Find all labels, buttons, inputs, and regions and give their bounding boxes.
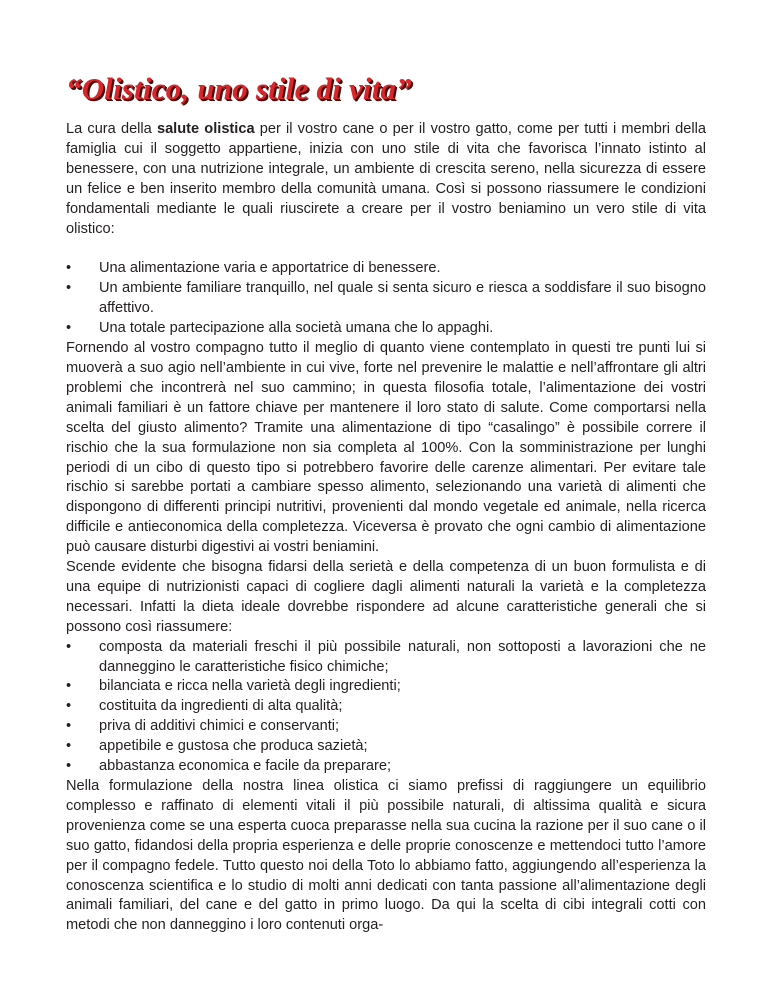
- list-item: [66, 697, 706, 717]
- diet-characteristics-list: [66, 638, 706, 777]
- list-item-text: Un ambiente familiare tranquillo, nel quale si senta sicuro e riesca a soddisfare il suo bisogno affettivo.: [99, 280, 706, 317]
- body-paragraph: Scende evidente che bisogna fidarsi della serietà e della competenza di un buon formulista e di una equipe di nutrizionisti capaci di cogliere dagli alimenti naturali la varietà e la completezza necessari. Infatti la dieta ideale dovrebbe rispondere ad alcune caratteristiche generali che si possono così riassumere:: [66, 559, 706, 635]
- list-item-text: abbastanza economica e facile da preparare;: [99, 758, 392, 775]
- list-item: [66, 717, 706, 737]
- intro-text-start: La cura della: [66, 121, 157, 137]
- bullet-icon: •: [66, 320, 72, 337]
- list-item: [66, 677, 706, 697]
- list-item: [66, 259, 706, 279]
- bullet-icon: •: [66, 280, 72, 297]
- bullet-icon: •: [66, 260, 72, 277]
- list-item-text: priva di additivi chimici e conservanti;: [99, 718, 340, 735]
- bullet-icon: •: [66, 758, 72, 775]
- list-item: [66, 319, 706, 339]
- bullet-icon: •: [66, 698, 72, 715]
- bullet-icon: •: [66, 678, 72, 695]
- intro-paragraph: [66, 120, 706, 239]
- body-paragraph: Nella formulazione della nostra linea olistica ci siamo prefissi di raggiungere un equilibrio complesso e raffinato di elementi vitali il più possibile naturali, di altissima qualità e sicura provenienza come se una esperta cuoca preparasse nella sua cucina la razione per il suo cane o il suo gatto, fidandosi della propria esperienza e delle proprie conoscenze e mettendoci tutto l’amore per il compagno fedele. Tutto questo noi della Toto lo abbiamo fatto, aggiungendo all’esperienza la conoscenza scientifica e lo studio di molti anni dedicati con tanta passione all’alimentazione degli animali familiari, del cane e del gatto in primo luogo. Da qui la scelta di cibi integrali cotti con metodi che non danneggino i loro contenuti orga-: [66, 778, 706, 934]
- list-item-text: Una totale partecipazione alla società umana che lo appaghi.: [99, 320, 494, 337]
- list-item-text: Una alimentazione varia e apportatrice di benessere.: [99, 260, 441, 277]
- list-item-text: costituita da ingredienti di alta qualità;: [99, 698, 343, 715]
- list-item: [66, 757, 706, 777]
- bullet-icon: •: [66, 738, 72, 755]
- page-title: “Olistico, uno stile di vita”: [66, 71, 412, 106]
- list-item: [66, 279, 706, 319]
- lifestyle-list: [66, 259, 706, 339]
- list-item: [66, 737, 706, 757]
- bullet-icon: •: [66, 638, 72, 655]
- list-item-text: bilanciata e ricca nella varietà degli ingredienti;: [99, 678, 401, 695]
- body-paragraph: Fornendo al vostro compagno tutto il meglio di quanto viene contemplato in questi tre punti lui si muoverà a suo agio nell’ambiente in cui vive, forte nel prevenire le malattie e nell’affrontare gli altri problemi che incontrerà nel suo cammino; in questa filosofia totale, l’alimentazione dei vostri animali familiari è un fattore chiave per mantenere il loro stato di salute. Come comportarsi nella scelta del giusto alimento? Tramite una alimentazione di tipo “casalingo” è possibile correre il rischio che la sua formulazione non sia completa al 100%. Con la somministrazione per lunghi periodi di un cibo di questo tipo si potrebbero favorire delle carenze alimentari. Per evitare tale rischio si sarebbe portati a cambiare spesso alimento, selezionando una varietà di alimenti che dispongono di differenti principi nutritivi, provenienti dal mondo vegetale ed animale, nella ricerca difficile e antieconomica della completezza. Viceversa è provato che ogni cambio di alimentazione può causare disturbi digestivi ai vostri beniamini.: [66, 340, 706, 556]
- bullet-icon: •: [66, 718, 72, 735]
- list-item-text: composta da materiali freschi il più possibile naturali, non sottoposti a lavorazioni che ne danneggino le caratteristiche fisico chimiche;: [99, 638, 706, 675]
- intro-text-rest: per il vostro cane o per il vostro gatto, come per tutti i membri della famiglia cui il soggetto appartiene, inizia con uno stile di vita che favorisca l’innato istinto al benessere, con una nutrizione integrale, un ambiente di crescita sereno, nella sicurezza di essere un felice e ben inserito membro della comunità umana. Così si possono riassumere le condizioni fondamentali mediante le quali riuscirete a creare per il vostro beniamino un vero stile di vita olistico:: [66, 121, 706, 237]
- intro-bold-term: salute olistica: [156, 121, 255, 137]
- list-item-text: appetibile e gustosa che produca sazietà;: [99, 738, 368, 755]
- document-page: [66, 70, 706, 936]
- list-item: [66, 638, 706, 678]
